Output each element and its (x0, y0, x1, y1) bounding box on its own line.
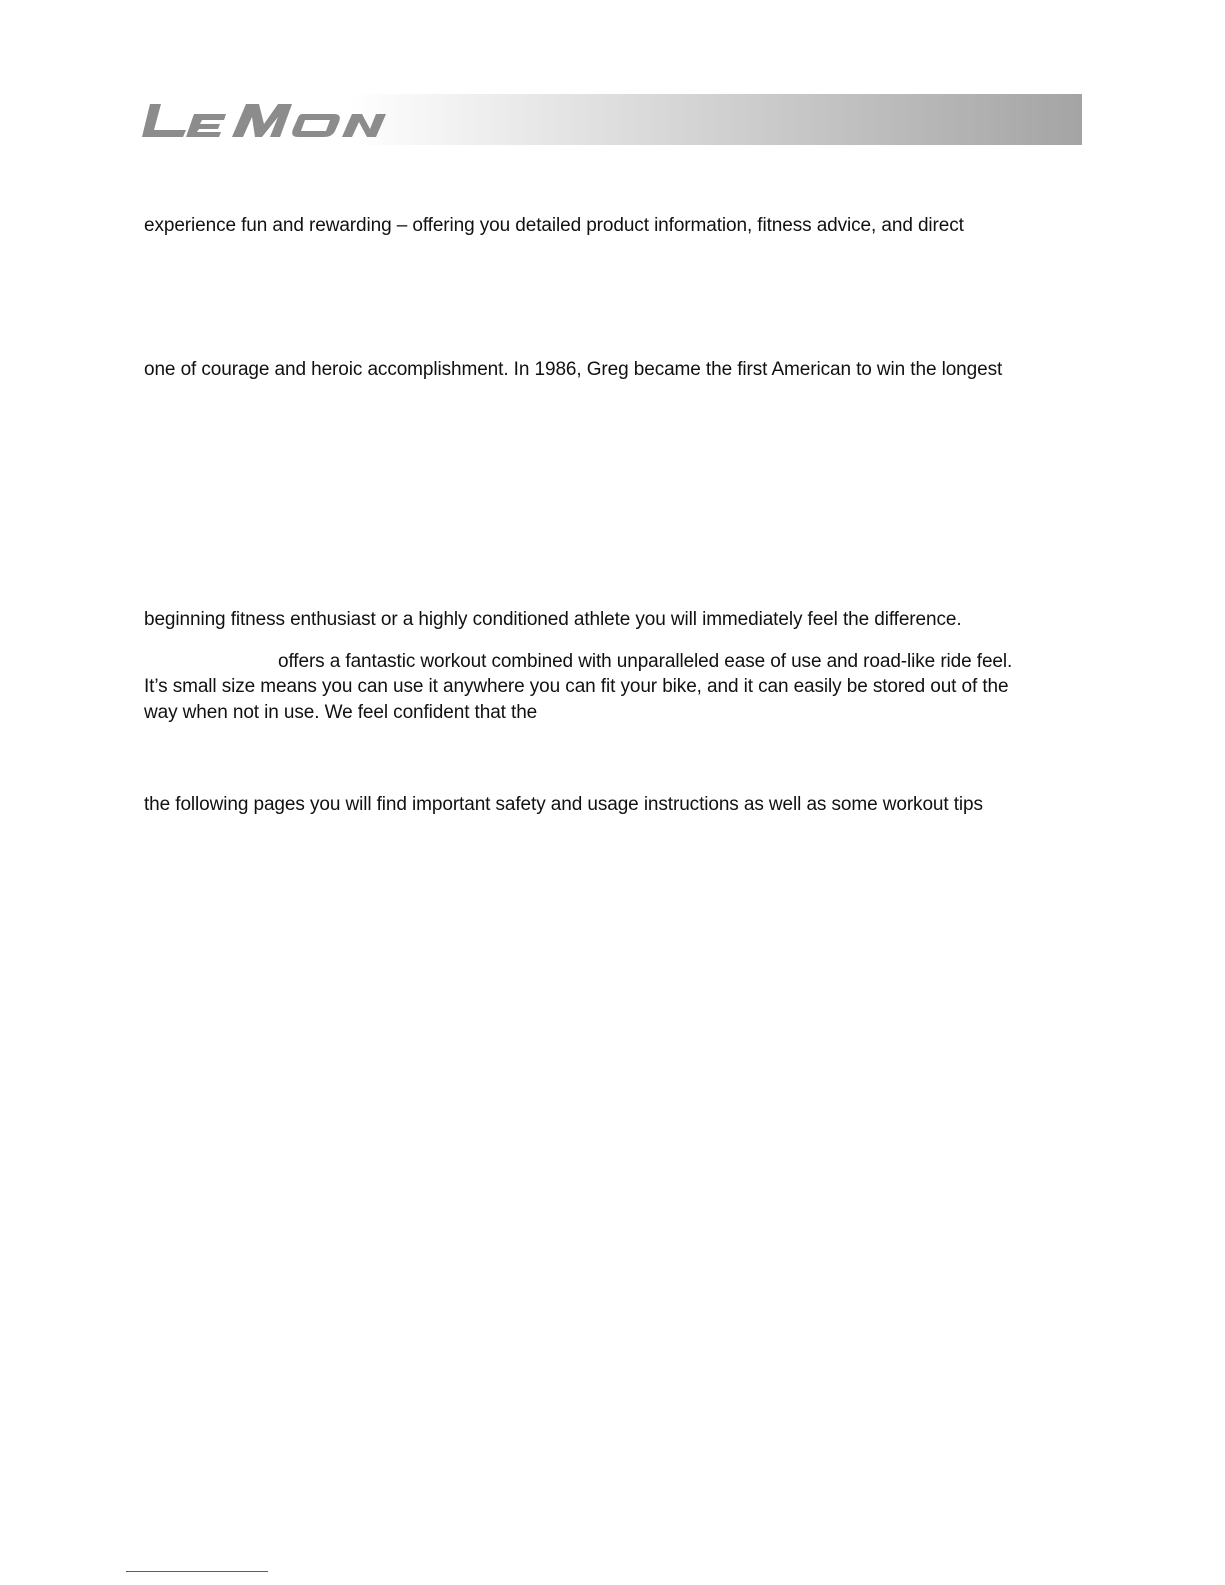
body-line-2: one of courage and heroic accomplishment. In 1986, Greg became the first American to win the longest (144, 359, 1003, 380)
body-line-7: the following pages you will find important safety and usage instructions as well as some workout tips (144, 794, 983, 815)
body-line-1: experience fun and rewarding – offering you detailed product information, fitness advice, and direct (144, 215, 964, 236)
body-line-3: beginning fitness enthusiast or a highly conditioned athlete you will immediately feel the difference. (144, 609, 962, 630)
body-line-6: way when not in use. We feel confident that the (144, 702, 538, 723)
body-line-4: offers a fantastic workout combined with unparalleled ease of use and road-like ride feel. (278, 651, 1013, 672)
body-line-5: It’s small size means you can use it anywhere you can fit your bike, and it can easily be stored out of the (144, 676, 1009, 697)
lemond-logo (142, 100, 387, 140)
footer-rule (126, 1571, 268, 1572)
